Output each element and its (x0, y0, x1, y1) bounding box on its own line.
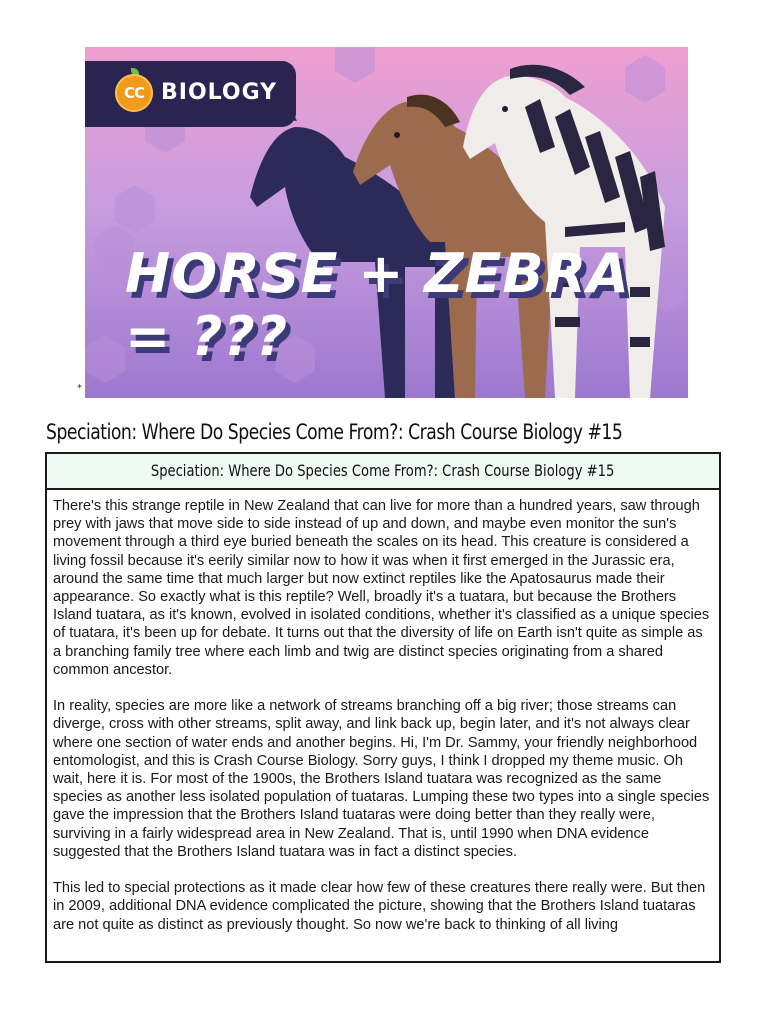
transcript-paragraph: This led to special protections as it made clear how few of these creatures there really were. But then in 2009, additional DNA evidence complicated the picture, showing that the Brothers Island tuataras are not quite as distinct as previously thought. So now we're back to thinking of all living (53, 880, 706, 933)
transcript-box (45, 452, 721, 963)
transcript-paragraph: In reality, species are more like a network of streams branching off a big river; those streams can diverge, cross with other streams, split away, and link back up, begin later, and it's not always clear where one section of water ends and another begins. Hi, I'm Dr. Sammy, your friendly neighborhood entomologist, and this is Crash Course Biology. Sorry guys, I think I dropped my theme music. Oh wait, here it is. For most of the 1900s, the Brothers Island tuatara was recognized as the same species as another less isolated population of tuataras. Lumping these two types into a single species gave the impression that the Brothers Island tuataras were doing better than they really were, surviving in a fairly widespread area in New Zealand. That is, until 1990 when DNA evidence suggested that the Brothers Island tuatara was in fact a distinct species. (53, 698, 710, 860)
transcript-paragraph: There's this strange reptile in New Zealand that can live for more than a hundred years, saw through prey with jaws that move side to side instead of up and down, and maybe even monitor the sun's movement through a third eye buried beneath the scales on its head. This creature is considered a living fossil because it's eerily similar now to how it was when it first emerged in the Jurassic era, around the same time that much larger but now extinct reptiles like the Apatosaurus made their appearance. So exactly what is this reptile? Well, broadly it's a tuatara, but because the Brothers Island tuatara, as it's known, evolved in isolated conditions, whether it's classified as a unique species of tuatara, it's been up for debate. It turns out that the diversity of life on Earth isn't quite as simple as a branching family tree where each limb and twig are distinct species originating from a shared common ancestor. (53, 498, 710, 678)
asterisk-mark: * (77, 383, 82, 394)
page-title: Speciation: Where Do Species Come From?: Crash Course Biology #15 (46, 420, 623, 444)
thumbnail-headline-line1: HORSE + ZEBRA (125, 242, 630, 305)
transcript-header-text: Speciation: Where Do Species Come From?: Crash Course Biology #15 (151, 461, 615, 480)
thumbnail-headline-line2: = ??? (125, 305, 289, 368)
crash-course-logo-icon: CC (115, 74, 153, 112)
transcript-body (47, 490, 719, 934)
video-thumbnail[interactable] (85, 47, 688, 398)
transcript-header (47, 454, 719, 490)
channel-label: BIOLOGY (161, 80, 278, 105)
